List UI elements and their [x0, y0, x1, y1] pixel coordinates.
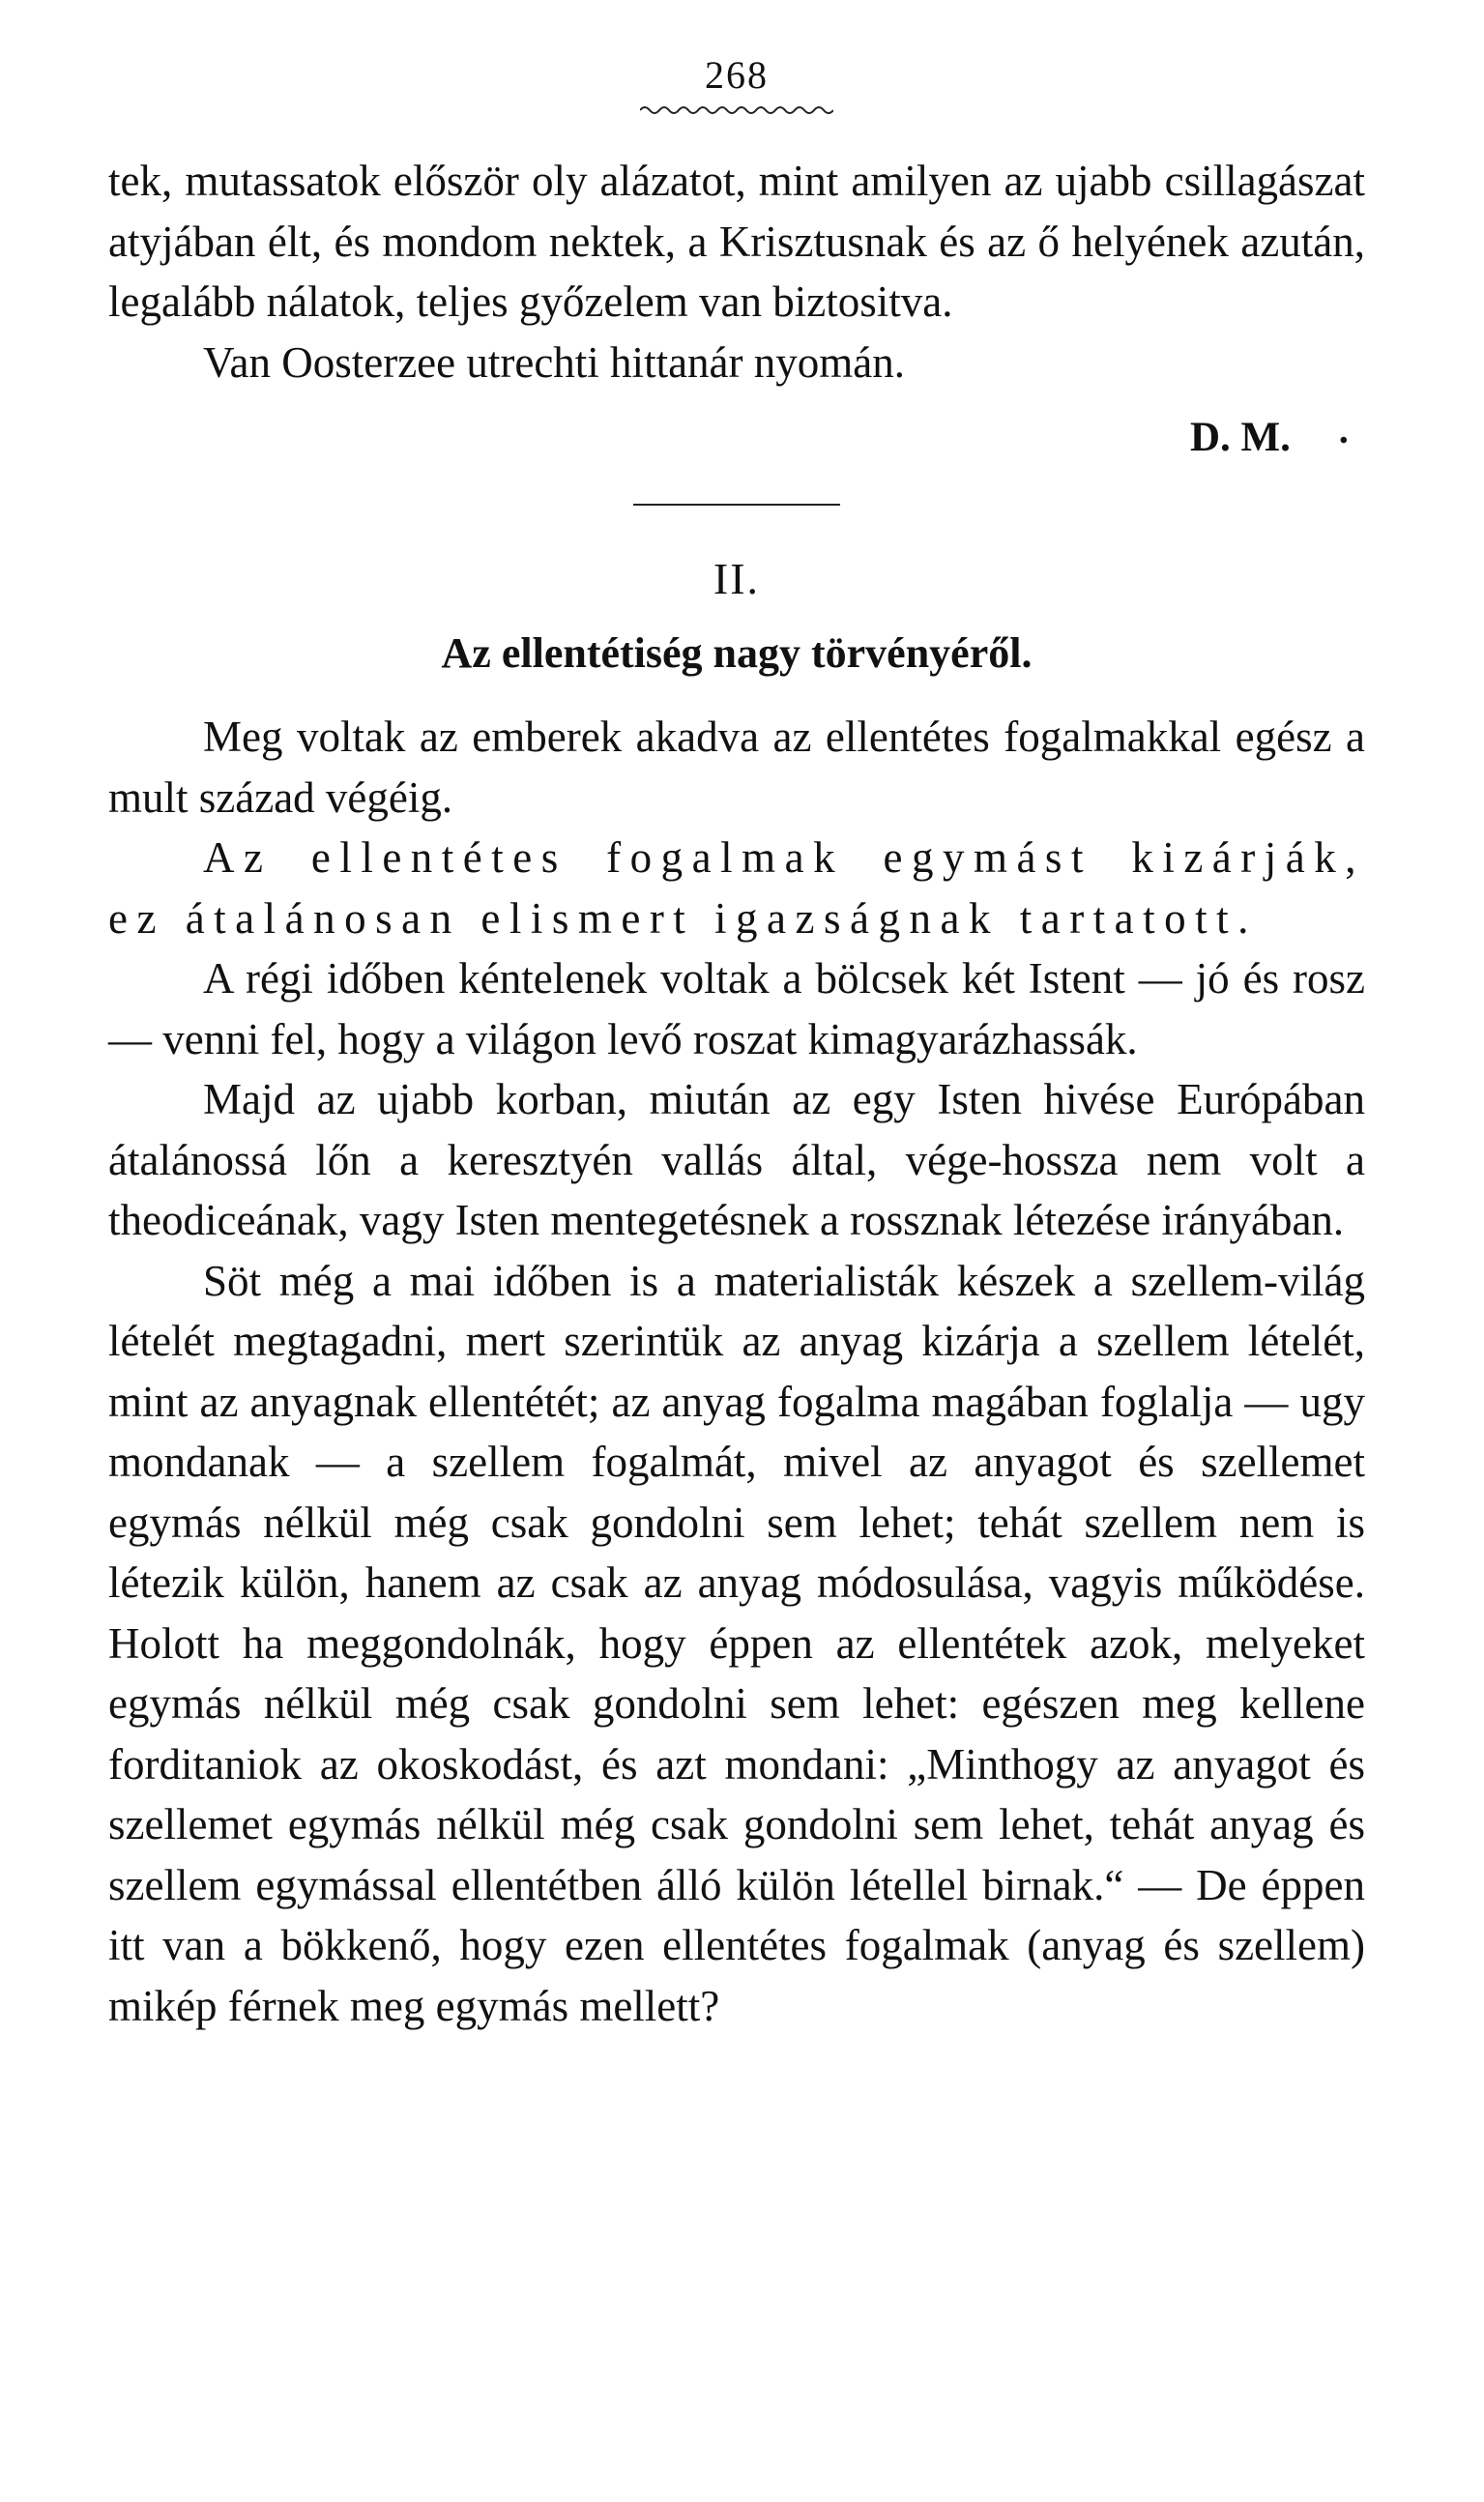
section-title: Az ellentétiség nagy törvényéről.: [441, 629, 1033, 678]
wavy-ornament-icon: [640, 104, 833, 116]
emphasized-phrase: Az ellentétes fogalmak egymást kizárják, ez átalánosan elismert igazságnak tartatott.: [108, 833, 1365, 943]
intro-paragraph: tek, mutassatok először oly alázatot, mint amilyen az ujabb csillagászat atyjában élt, és mondom nektek, a Krisztusnak és az ő helyének azután, legalább nálatok, teljes győzelem van biztositva.: [108, 157, 1365, 326]
paragraph-2: [108, 828, 1365, 948]
paragraph-1: Meg voltak az emberek akadva az ellentétes fogalmakkal egész a mult század végéig.: [108, 713, 1365, 822]
section-number: II.: [713, 554, 761, 604]
section-divider: [633, 504, 840, 506]
book-page: [108, 53, 1365, 2036]
paragraph-5: Söt még a mai időben is a materialisták készek a szellem-világ lételét megtagadni, mert szerintük az anyag kizárja a szellem lételét, mint az anyagnak ellentétét; az anyag fogalma magában foglalja — ugy mondanak — a szellem fogalmát, mivel az anyagot és szellemet egymás nélkül még csak gondolni sem lehet; tehát szellem nem is létezik külön, hanem az csak az anyag módosulása, vagyis működése. Holott ha meggondolnák, hogy éppen az ellentétek azok, melyeket egymás nélkül még csak gondolni sem lehet: egészen meg kellene forditaniok az okoskodást, és azt mondani: „Minthogy az anyagot és szellemet egymás nélkül még csak gondolni sem lehet, tehát anyag és szellem egymással ellentétben álló külön létellel birnak.“ — De éppen itt van a bökkenő, hogy ezen ellentétes fogalmak (anyag és szellem) mikép férnek meg egymás mellett?: [108, 1256, 1365, 2030]
signature-row: [108, 408, 1348, 471]
signature: D. M.: [1189, 415, 1291, 460]
page-number: 268: [705, 53, 769, 97]
signature-mark: •: [1339, 428, 1348, 454]
paragraph-3: A régi időben kéntelenek voltak a bölcsek két Istent — jó és rosz — venni fel, hogy a világon levő roszat kimagyarázhassák.: [108, 954, 1365, 1063]
paragraph-4: Majd az ujabb korban, miután az egy Isten hivése Európában átalánossá lőn a keresztyén vallás által, vége-hossza nem volt a theodiceának, vagy Isten mentegetésnek a rossznak létezése irányában.: [108, 1075, 1365, 1245]
source-line: Van Oosterzee utrechti hittanár nyomán.: [203, 337, 905, 387]
